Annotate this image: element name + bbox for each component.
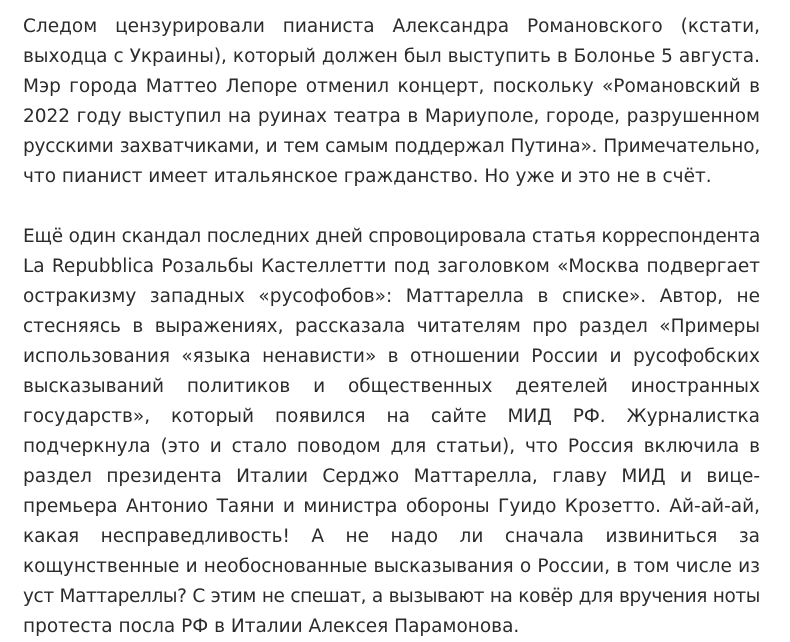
text-line: Следом цензурировали пианиста Александра Романовского (кстати,: [23, 16, 760, 37]
text-line: что пианист имеет итальянское гражданство. Но уже и это не в счёт.: [23, 166, 712, 187]
text-line: La Repubblica Розальбы Кастеллетти под заголовком «Москва подвергает: [23, 256, 760, 277]
text-line: раздел президента Италии Серджо Маттарелла, главу МИД и вице-: [23, 466, 760, 487]
text-line: протеста посла РФ в Италии Алексея Парамонова.: [23, 616, 520, 637]
text-line: кощунственные и необоснованные высказывания о России, в том числе из: [23, 556, 760, 577]
text-line: уст Маттареллы? С этим не спешат, а вызывают на ковёр для вручения ноты: [23, 586, 760, 607]
paragraph-romanovsky: [23, 12, 760, 192]
text-line: использования «языка ненависти» в отношении России и русофобских: [23, 346, 760, 367]
article-body: [23, 12, 760, 642]
text-line: высказываний политиков и общественных деятелей иностранных: [23, 376, 760, 397]
paragraph-mattarella: [23, 222, 760, 642]
text-line: остракизму западных «русофобов»: Маттарелла в списке». Автор, не: [23, 286, 760, 307]
text-line: выходца с Украины), который должен был выступить в Болонье 5 августа.: [23, 46, 760, 67]
text-line: стесняясь в выражениях, рассказала читателям про раздел «Примеры: [23, 316, 760, 337]
text-line: премьера Антонио Таяни и министра обороны Гуидо Крозетто. Ай-ай-ай,: [23, 496, 760, 517]
text-line: какая несправедливость! А не надо ли сначала извиниться за: [23, 526, 760, 547]
text-line: Ещё один скандал последних дней спровоцировала статья корреспондента: [23, 226, 760, 247]
text-line: русскими захватчиками, и тем самым поддержал Путина». Примечательно,: [23, 136, 760, 157]
text-line: Мэр города Маттео Лепоре отменил концерт, поскольку «Романовский в: [23, 76, 760, 97]
text-line: 2022 году выступил на руинах театра в Мариуполе, городе, разрушенном: [23, 106, 760, 127]
text-line: государств», который появился на сайте МИД РФ. Журналистка: [23, 406, 760, 427]
text-line: подчеркнула (это и стало поводом для статьи), что Россия включила в: [23, 436, 760, 457]
